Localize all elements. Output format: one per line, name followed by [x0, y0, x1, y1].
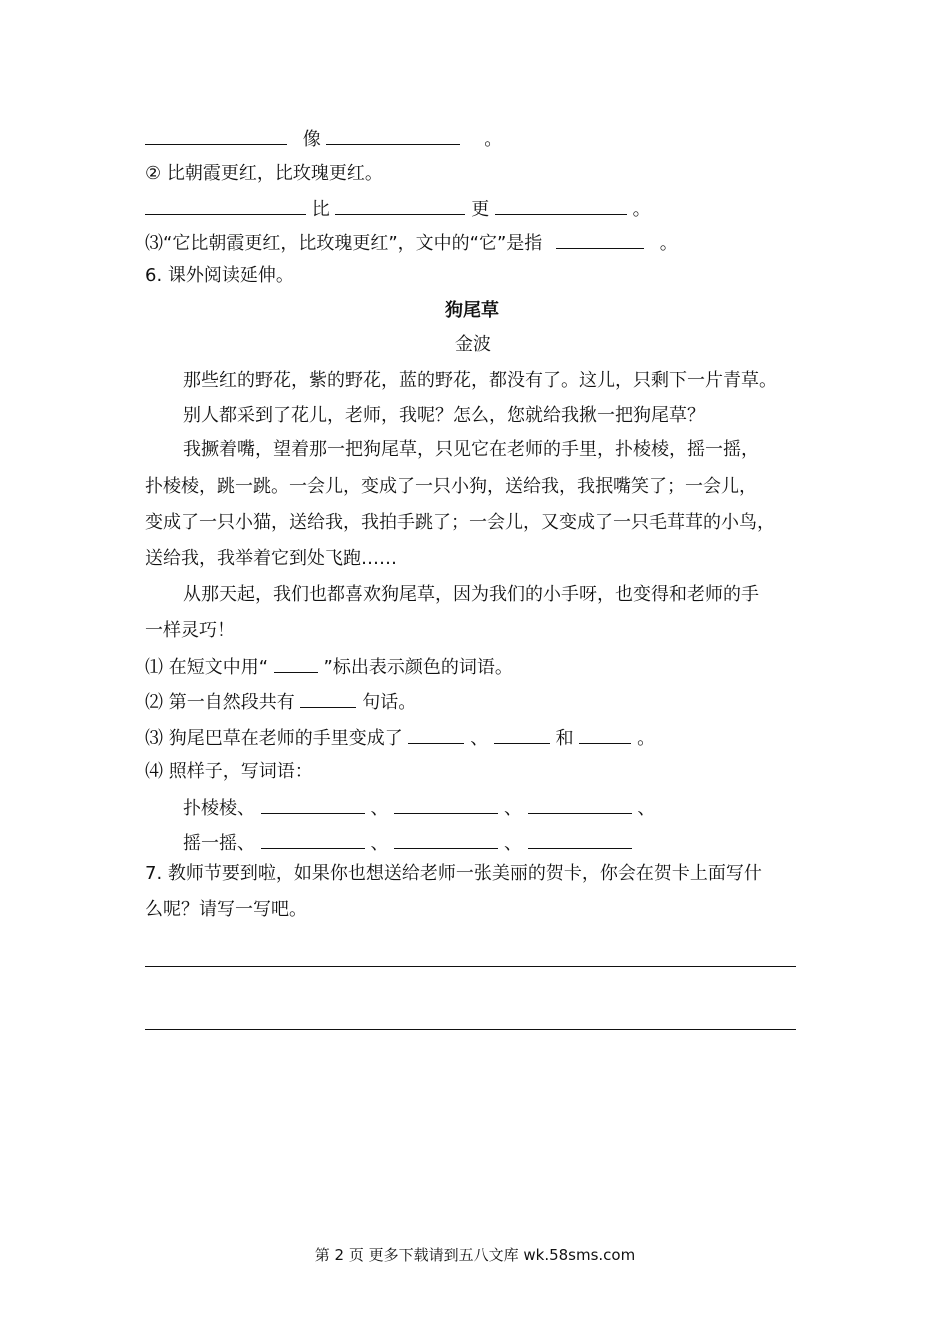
- q6-sub4: ⑷ 照样子，写词语：: [145, 761, 313, 782]
- example-word: 摇一摇、: [183, 833, 255, 854]
- separator: 、: [503, 798, 522, 819]
- q6-sub3-text: ⑶ 狗尾巴草在老师的手里变成了: [145, 728, 403, 749]
- period: 。: [632, 199, 651, 220]
- word-example-row-1: [183, 795, 655, 821]
- separator: 、: [370, 833, 389, 854]
- passage-line: 变成了一只小猫，送给我，我拍手跳了；一会儿，又变成了一只毛茸茸的小鸟，: [145, 512, 775, 533]
- answer-blank[interactable]: [261, 795, 365, 814]
- q5-example-sentence: ② 比朝霞更红，比玫瑰更红。: [145, 163, 383, 184]
- page-footer: 第 2 页 更多下载请到五八文库 wk.58sms.com: [314, 1246, 636, 1264]
- word-he: 和: [555, 728, 574, 749]
- answer-blank[interactable]: [326, 126, 460, 145]
- word-bi: 比: [311, 199, 330, 220]
- passage-line: 那些红的野花，紫的野花，蓝的野花，都没有了。这儿，只剩下一片青草。: [183, 370, 777, 391]
- q6-sub2-text-b: 句话。: [362, 692, 417, 713]
- q5-part3-text: ⑶“它比朝霞更红，比玫瑰更红”，文中的“它”是指: [145, 233, 543, 254]
- separator: 、: [470, 728, 489, 749]
- q7-prompt-line-1: 7. 教师节要到啦，如果你也想送给老师一张美丽的贺卡，你会在贺卡上面写什: [145, 863, 762, 884]
- answer-blank[interactable]: [145, 196, 306, 215]
- answer-blank[interactable]: [335, 196, 465, 215]
- q6-heading: 6. 课外阅读延伸。: [145, 265, 294, 286]
- passage-title: 狗尾草: [445, 300, 499, 321]
- separator: 、: [637, 798, 656, 819]
- q5-part3: [145, 230, 678, 256]
- answer-blank[interactable]: [528, 795, 632, 814]
- answer-blank[interactable]: [556, 230, 644, 249]
- period: 。: [484, 129, 503, 150]
- q7-prompt-line-2: 么呢？请写一写吧。: [145, 899, 307, 920]
- passage-line: 送给我，我举着它到处飞跑……: [145, 548, 397, 569]
- passage-author: 金波: [455, 334, 491, 355]
- answer-blank[interactable]: [408, 725, 464, 744]
- period: 。: [659, 233, 678, 254]
- answer-blank[interactable]: [579, 725, 631, 744]
- answer-blank[interactable]: [261, 830, 365, 849]
- word-example-row-2: [183, 830, 632, 856]
- answer-blank[interactable]: [495, 196, 627, 215]
- q6-sub1-text-a: ⑴ 在短文中用“: [145, 657, 269, 678]
- passage-line: 一样灵巧！: [145, 620, 235, 641]
- q6-sub3: [145, 725, 655, 751]
- q6-sub2-text-a: ⑵ 第一自然段共有: [145, 692, 295, 713]
- answer-blank[interactable]: [494, 725, 550, 744]
- q6-sub1: [145, 654, 513, 680]
- q5-fill-line-1: [145, 126, 502, 152]
- passage-line: 从那天起，我们也都喜欢狗尾草，因为我们的小手呀，也变得和老师的手: [183, 584, 759, 605]
- answer-blank[interactable]: [394, 795, 498, 814]
- writing-line[interactable]: [145, 1029, 796, 1030]
- word-geng: 更: [471, 199, 490, 220]
- passage-line: 扑棱棱，跳一跳。一会儿，变成了一只小狗，送给我，我抿嘴笑了；一会儿，: [145, 476, 757, 497]
- word-xiang: 像: [302, 129, 321, 150]
- answer-blank[interactable]: [274, 654, 318, 673]
- q6-sub2: [145, 689, 416, 715]
- passage-line: 我撅着嘴，望着那一把狗尾草，只见它在老师的手里，扑棱棱，摇一摇，: [183, 439, 759, 460]
- separator: 、: [503, 833, 522, 854]
- separator: 、: [370, 798, 389, 819]
- answer-blank[interactable]: [394, 830, 498, 849]
- passage-line: 别人都采到了花儿，老师，我呢？怎么，您就给我揪一把狗尾草？: [183, 405, 705, 426]
- period: 。: [637, 728, 656, 749]
- answer-blank[interactable]: [300, 689, 356, 708]
- q5-fill-line-2: [145, 196, 651, 222]
- writing-line[interactable]: [145, 966, 796, 967]
- example-word: 扑棱棱、: [183, 798, 255, 819]
- q6-sub1-text-b: ”标出表示颜色的词语。: [323, 657, 513, 678]
- answer-blank[interactable]: [145, 126, 287, 145]
- answer-blank[interactable]: [528, 830, 632, 849]
